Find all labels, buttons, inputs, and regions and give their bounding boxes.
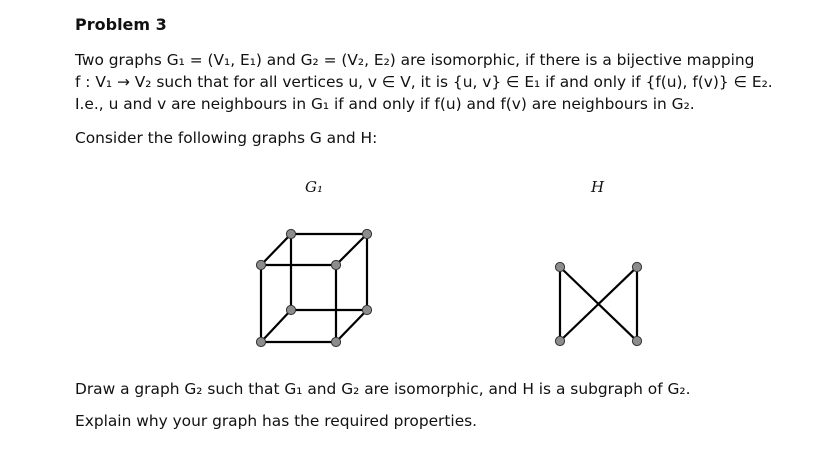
bowtie-graph-h xyxy=(550,258,650,350)
g1-vertex xyxy=(256,260,265,269)
h-vertex xyxy=(555,336,564,345)
g1-vertex xyxy=(362,305,371,314)
h-vertex xyxy=(632,262,641,271)
task-text: Draw a graph G₂ such that G₁ and G₂ are isomorphic, and H is a subgraph of G₂. xyxy=(75,380,691,398)
g1-edge xyxy=(336,310,367,342)
g1-vertex xyxy=(286,305,295,314)
problem-heading: Problem 3 xyxy=(75,15,167,34)
g1-vertex xyxy=(256,337,265,346)
h-vertex xyxy=(555,262,564,271)
g1-edge xyxy=(261,310,291,342)
definition-line-3: I.e., u and v are neighbours in G₁ if and only if f(u) and f(v) are neighbours in G₂. xyxy=(75,95,695,113)
definition-line-1: Two graphs G₁ = (V₁, E₁) and G₂ = (V₂, E₂) are isomorphic, if there is a bijective mapping xyxy=(75,51,755,69)
g1-edge xyxy=(336,234,367,265)
g1-vertex xyxy=(331,260,340,269)
definition-line-2: f : V₁ → V₂ such that for all vertices u, v ∈ V, it is {u, v} ∈ E₁ if and only if {f(u), f(v)} ∈ E₂. xyxy=(75,73,773,91)
cube-graph-g1 xyxy=(250,225,380,350)
h-vertex xyxy=(632,336,641,345)
g1-vertex xyxy=(331,337,340,346)
g1-vertex xyxy=(362,229,371,238)
g1-vertex xyxy=(286,229,295,238)
g1-edge xyxy=(261,234,291,265)
g1-label: G₁ xyxy=(305,178,323,196)
explain-text: Explain why your graph has the required properties. xyxy=(75,412,478,430)
consider-text: Consider the following graphs G and H: xyxy=(75,129,378,147)
h-label: H xyxy=(591,178,605,196)
